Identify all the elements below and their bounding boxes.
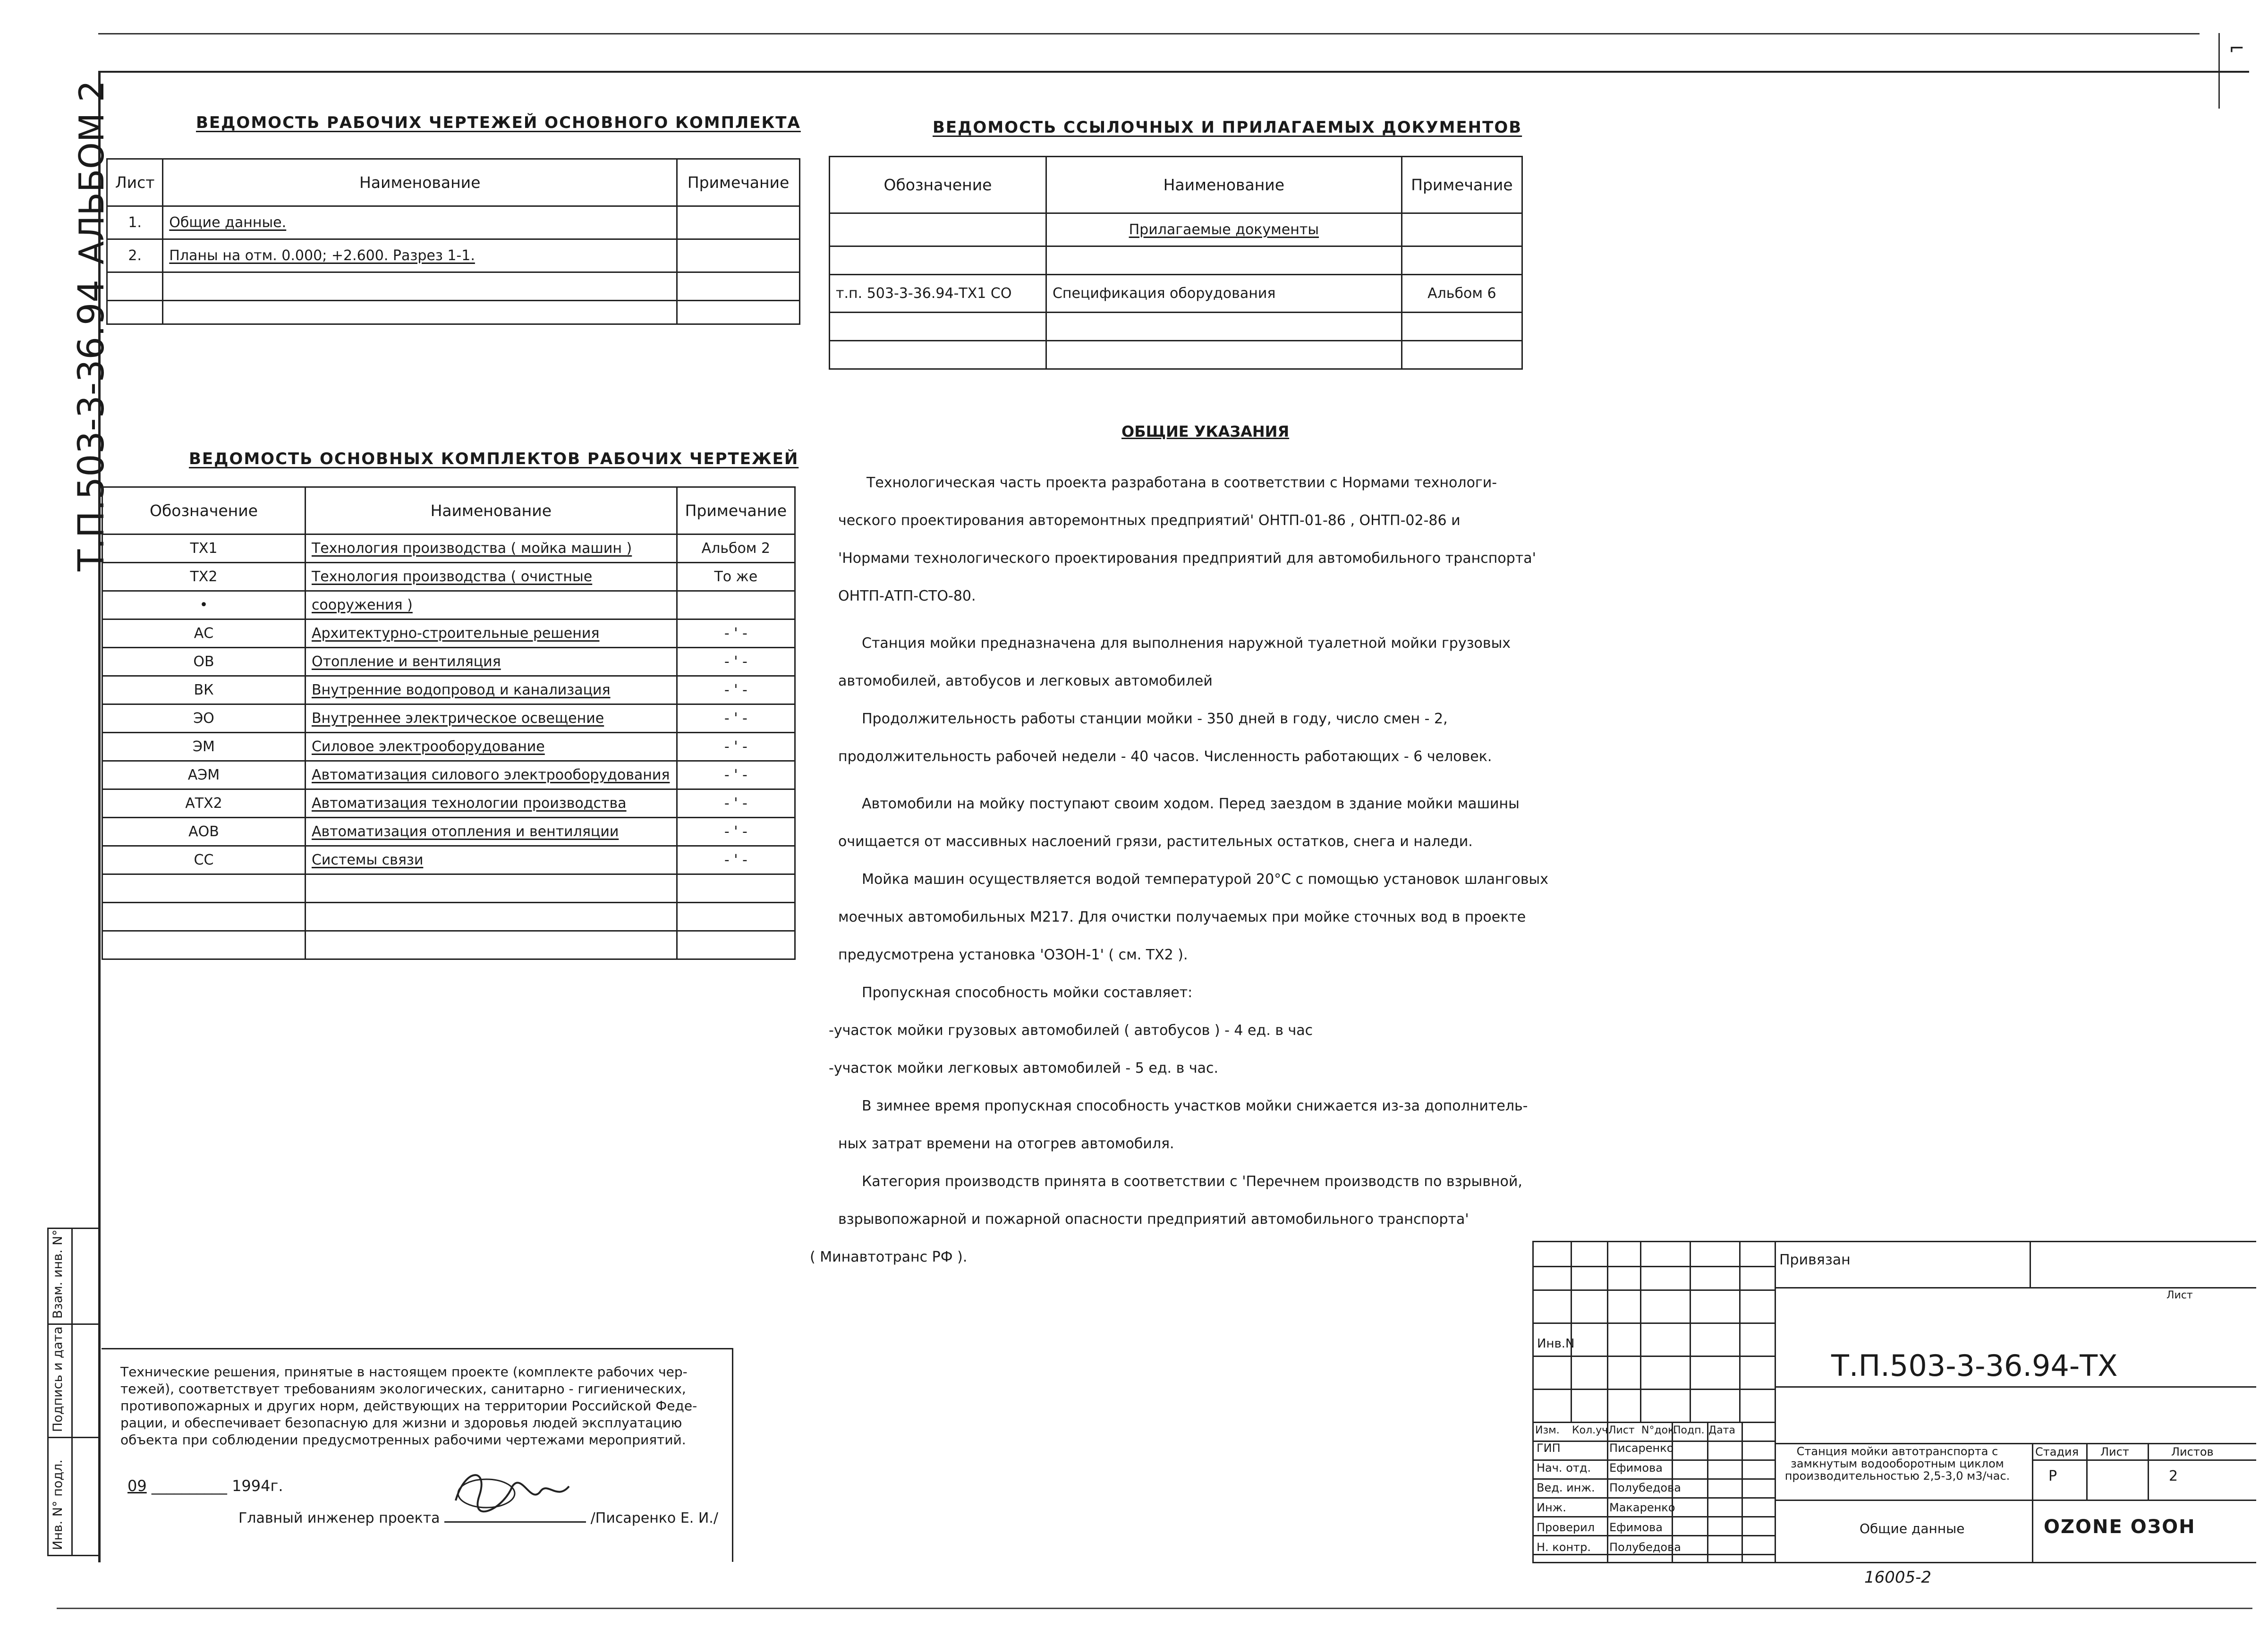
corner-mark: ⌐ [2229, 38, 2245, 59]
table-row [107, 239, 800, 272]
grid-line [1571, 1242, 1572, 1422]
cell [102, 931, 306, 959]
signer-name: Полубедова [1609, 1481, 1681, 1494]
cell [677, 206, 800, 239]
cert-line: тежей), соответствует требованиям экологических, санитарно - гигиенических, [120, 1381, 686, 1397]
cell: - ' - [677, 619, 795, 648]
main-sets-title: ВЕДОМОСТЬ ОСНОВНЫХ КОМПЛЕКТОВ РАБОЧИХ ЧЕРТЕЖЕЙ [189, 449, 799, 468]
cell [163, 272, 677, 301]
cert-line: Технические решения, принятые в настоящем проекте (комплекте рабочих чер- [120, 1364, 688, 1380]
note-line: Мойка машин осуществляется водой температурой 20°С с помощью установок шланговых [862, 871, 1548, 888]
cell [830, 246, 1046, 275]
cell [677, 903, 795, 931]
cell: АОВ [102, 818, 306, 846]
sheet-header: Лист [2100, 1445, 2129, 1458]
revision-header: Подп. [1673, 1424, 1705, 1436]
cell: - ' - [677, 846, 795, 874]
col-header: Примечание [677, 159, 800, 206]
cell: Архитектурно-строительные решения [305, 619, 677, 648]
cell: - ' - [677, 789, 795, 818]
chief-label: Главный инженер проекта [238, 1510, 440, 1526]
bottom-note: 16005-2 [1864, 1568, 1932, 1587]
table-row [830, 246, 1522, 275]
company-logo: OZONE ОЗОН [2044, 1516, 2196, 1538]
cell: АТХ2 [102, 789, 306, 818]
table-row [102, 591, 795, 619]
col-header: Наименование [163, 159, 677, 206]
cell [305, 874, 677, 903]
table-row [102, 903, 795, 931]
frame-outer-top [98, 33, 2200, 34]
cell [102, 874, 306, 903]
table-row [102, 619, 795, 648]
grid-line [1534, 1322, 1775, 1324]
side-cell-replace: Взам. инв. N° [51, 1229, 65, 1319]
signer-role: Вед. инж. [1537, 1481, 1595, 1494]
grid-line [1640, 1242, 1641, 1422]
note-line: 'Нормами технологического проектирования предприятий для автомобильного транспорта' [838, 550, 1536, 567]
cell: Внутренние водопровод и канализация [305, 676, 677, 704]
side-cell-signature: Подпись и дата [51, 1326, 65, 1432]
table-row [830, 275, 1522, 313]
table-row [102, 931, 795, 959]
note-line: продолжительность рабочей недели - 40 часов. Численность работающих - 6 человек. [838, 748, 1492, 765]
cell [1046, 246, 1402, 275]
cell [1402, 246, 1522, 275]
cell: ВК [102, 676, 306, 704]
signer-role: ГИП [1537, 1441, 1561, 1455]
revision-header: Дата [1708, 1424, 1735, 1436]
cell: Технология производства ( мойка машин ) [305, 534, 677, 563]
col-header: Наименование [305, 487, 677, 534]
cell: - ' - [677, 818, 795, 846]
cell: Альбом 2 [677, 534, 795, 563]
cell: т.п. 503-3-36.94-ТХ1 СО [830, 275, 1046, 313]
grid-line [1534, 1289, 1775, 1291]
cell [305, 931, 677, 959]
sheet-value: 2 [2169, 1468, 2178, 1484]
note-line: Пропускная способность мойки составляет: [862, 984, 1193, 1001]
side-sign-column [47, 1228, 100, 1556]
grid-line [1534, 1554, 1775, 1555]
document-code: Т.П.503-3-36.94-ТХ [1831, 1348, 2118, 1383]
cert-line: противопожарных и других норм, действующих на территории Российской Феде- [120, 1398, 697, 1414]
cell: СС [102, 846, 306, 874]
cell: - ' - [677, 676, 795, 704]
note-line: -участок мойки легковых автомобилей - 5 ед. в час. [829, 1060, 1218, 1077]
note-line: ( Минавтотранс РФ ). [810, 1249, 968, 1265]
chief-name: /Писаренко Е. И./ [590, 1510, 718, 1526]
note-line: В зимнее время пропускная способность участков мойки снижается из-за дополнитель- [862, 1098, 1528, 1114]
cell [1402, 313, 1522, 341]
table-row [102, 846, 795, 874]
inv-label: Инв.N [1537, 1337, 1575, 1351]
note-line: Станция мойки предназначена для выполнения наружной туалетной мойки грузовых [862, 635, 1511, 652]
grid-line [1534, 1356, 1775, 1357]
cell [677, 272, 800, 301]
certification-date: 09 __________ 1994г. [127, 1477, 283, 1495]
table-row [102, 563, 795, 591]
signer-role: Нач. отд. [1537, 1461, 1591, 1475]
main-sets-table [102, 486, 796, 960]
grid-line [1690, 1242, 1691, 1422]
date-day: 09 [127, 1477, 147, 1495]
cell [677, 931, 795, 959]
note-line: Технологическая часть проекта разработана в соответствии с Нормами технологи- [866, 475, 1497, 491]
signer-name: Макаренко [1609, 1501, 1675, 1514]
table-row [830, 213, 1522, 246]
revision-header: Лист [1608, 1424, 1635, 1436]
cell: АЭМ [102, 761, 306, 789]
cell: Системы связи [305, 846, 677, 874]
cert-line: объекта при соблюдении предусмотренных рабочими чертежами мероприятий. [120, 1432, 686, 1448]
signer-role: Проверил [1537, 1521, 1595, 1534]
working-drawings-table [106, 158, 800, 325]
cell: То же [677, 563, 795, 591]
revision-header: Изм. [1535, 1424, 1560, 1436]
cell: ЭО [102, 704, 306, 733]
cell [305, 903, 677, 931]
certification-block [102, 1348, 733, 1562]
side-tick [98, 493, 101, 517]
note-line: ОНТП-АТП-СТО-80. [838, 588, 976, 604]
table-row [102, 648, 795, 676]
cell [1046, 313, 1402, 341]
signer-name: Ефимова [1609, 1461, 1663, 1475]
sheet-title: Общие данные [1860, 1521, 1965, 1536]
signer-name: Ефимова [1609, 1521, 1663, 1534]
date-year: 1994г. [232, 1477, 283, 1495]
cell: 1. [107, 206, 163, 239]
note-line: взрывопожарной и пожарной опасности предприятий автомобильного транспорта' [838, 1211, 1469, 1228]
table-row [102, 789, 795, 818]
cell: Автоматизация технологии производства [305, 789, 677, 818]
cell: Внутреннее электрическое освещение [305, 704, 677, 733]
cell: Альбом 6 [1402, 275, 1522, 313]
note-line: Автомобили на мойку поступают своим ходом. Перед заездом в здание мойки машины [862, 796, 1520, 812]
grid-line [1534, 1535, 1775, 1536]
cert-line: рации, и обеспечивает безопасную для жизни и здоровья людей эксплуатацию [120, 1415, 682, 1431]
cell: ТХ2 [102, 563, 306, 591]
side-cell-inventory: Инв. N° подл. [51, 1459, 65, 1550]
table-row [102, 874, 795, 903]
signer-name: Полубедова [1609, 1541, 1681, 1554]
cell: Силовое электрооборудование [305, 733, 677, 761]
col-header: Обозначение [102, 487, 306, 534]
note-line: ных затрат времени на отогрев автомобиля. [838, 1136, 1174, 1152]
col-header: Обозначение [830, 157, 1046, 213]
grid-line [1739, 1242, 1741, 1422]
signature-icon [446, 1458, 578, 1519]
cell: Технология производства ( очистные [305, 563, 677, 591]
cell: Автоматизация силового электрооборудования [305, 761, 677, 789]
grid-line [1534, 1422, 1775, 1423]
cell: Спецификация оборудования [1046, 275, 1402, 313]
grid-line [1534, 1459, 1775, 1461]
col-header: Примечание [677, 487, 795, 534]
signer-name: Писаренко [1609, 1441, 1674, 1455]
stage-header: Стадия [2035, 1445, 2079, 1458]
col-header: Примечание [1402, 157, 1522, 213]
stage-value: Р [2048, 1468, 2057, 1484]
cell: ОВ [102, 648, 306, 676]
cell [107, 272, 163, 301]
grid-line [1607, 1242, 1608, 1422]
cell [830, 313, 1046, 341]
cell: ТХ1 [102, 534, 306, 563]
general-notes-title: ОБЩИЕ УКАЗАНИЯ [1121, 423, 1290, 441]
cell: сооружения ) [305, 591, 677, 619]
col-header: Лист [107, 159, 163, 206]
note-line: автомобилей, автобусов и легковых автомобилей [838, 673, 1213, 689]
grid-line [1534, 1389, 1775, 1390]
note-line: -участок мойки грузовых автомобилей ( автобусов ) - 4 ед. в час [829, 1022, 1313, 1039]
cell: - ' - [677, 704, 795, 733]
cell: ЭМ [102, 733, 306, 761]
table-row [102, 733, 795, 761]
cell: Планы на отм. 0.000; +2.600. Разрез 1-1. [163, 239, 677, 272]
working-drawings-title: ВЕДОМОСТЬ РАБОЧИХ ЧЕРТЕЖЕЙ ОСНОВНОГО КОМПЛЕКТА [196, 113, 801, 132]
cell: Автоматизация отопления и вентиляции [305, 818, 677, 846]
note-line: ческого проектирования авторемонтных предприятий' ОНТП-01-86 , ОНТП-02-86 и [838, 512, 1461, 529]
frame-bottom-line [57, 1608, 2252, 1609]
table-row [102, 534, 795, 563]
table-row [102, 704, 795, 733]
note-line: предусмотрена установка 'ОЗОН-1' ( см. ТХ2 ). [838, 947, 1188, 963]
table-row [102, 676, 795, 704]
cell [677, 239, 800, 272]
reference-docs-table [829, 156, 1523, 370]
cell: АС [102, 619, 306, 648]
object-name: Станция мойки автотранспорта с замкнутым водооборотным циклом производительностью 2,5-3,0 м3/час. [1784, 1445, 2010, 1483]
table-row [830, 313, 1522, 341]
cell: • [102, 591, 306, 619]
revision-header: Кол.уч. [1572, 1424, 1612, 1436]
cell: - ' - [677, 761, 795, 789]
grid-line [1534, 1478, 1775, 1480]
note-line: Продолжительность работы станции мойки - 350 дней в году, число смен - 2, [862, 711, 1448, 727]
cell [677, 591, 795, 619]
revision-grid [1534, 1242, 1776, 1562]
note-line: очищается от массивных наслоений грязи, растительных остатков, снега и наледи. [838, 833, 1473, 850]
certification-text [120, 1364, 697, 1449]
revision-header: N°док. [1641, 1424, 1678, 1436]
cell [677, 874, 795, 903]
grid-line [1534, 1516, 1775, 1517]
sheets-header: Листов [2171, 1445, 2214, 1458]
signer-role: Инж. [1537, 1501, 1566, 1514]
cell [830, 213, 1046, 246]
cell [102, 903, 306, 931]
cell: Отопление и вентиляция [305, 648, 677, 676]
bound-label: Привязан [1779, 1252, 1851, 1268]
cell: 2. [107, 239, 163, 272]
table-row [102, 818, 795, 846]
album-label: АЛЬБОМ 2 [72, 80, 111, 264]
project-code-vertical: Т.П.503-3-36.94 [70, 280, 112, 571]
grid-line [1534, 1266, 1775, 1267]
title-block [1532, 1241, 2256, 1587]
table-row [107, 272, 800, 301]
cell: - ' - [677, 733, 795, 761]
cell: Общие данные. [163, 206, 677, 239]
sheet-small-label: Лист [2166, 1289, 2193, 1301]
reference-docs-title: ВЕДОМОСТЬ ССЫЛОЧНЫХ И ПРИЛАГАЕМЫХ ДОКУМЕНТОВ [933, 118, 1522, 137]
table-row [107, 206, 800, 239]
note-line: Категория производств принята в соответствии с 'Перечнем производств по взрывной, [862, 1173, 1522, 1190]
table-row [102, 761, 795, 789]
note-line: моечных автомобильных М217. Для очистки получаемых при мойке сточных вод в проекте [838, 909, 1526, 925]
col-header: Наименование [1046, 157, 1402, 213]
cell [1402, 213, 1522, 246]
cell: Прилагаемые документы [1046, 213, 1402, 246]
cell: - ' - [677, 648, 795, 676]
grid-line [1534, 1497, 1775, 1499]
signer-role: Н. контр. [1537, 1541, 1591, 1554]
